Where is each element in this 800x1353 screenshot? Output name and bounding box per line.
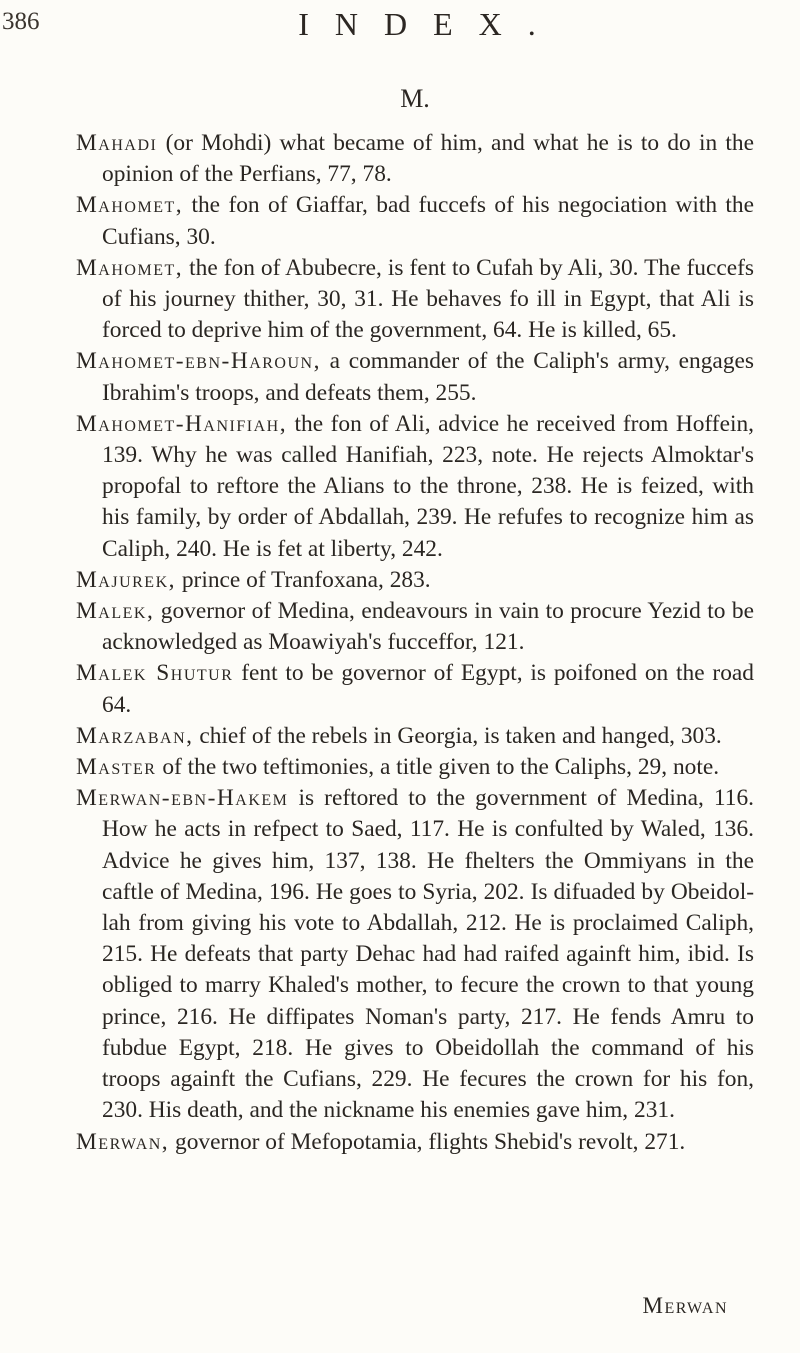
entry-text: governor of Medina, endeavours in vain to procure Yezid to be acknowledged as Moawiyah's fucceffor, 121. — [102, 598, 754, 656]
entry-headword: Merwan-ebn-Hakem — [76, 785, 289, 812]
entry-headword: Mahomet-Hanifiah, — [76, 410, 288, 437]
index-entry — [76, 783, 754, 1126]
catchword: Merwan — [642, 1293, 728, 1318]
entry-text: governor of Mefopotamia, flights Shebid's revolt, 271. — [169, 1128, 686, 1155]
entry-headword: Mahomet-ebn-Haroun, — [76, 348, 321, 375]
index-entry — [76, 1127, 754, 1158]
index-entry — [76, 409, 754, 565]
entry-headword: Majurek, — [76, 566, 176, 593]
index-entry — [76, 346, 754, 408]
page-number: 386 — [2, 8, 40, 35]
entry-text: (or Mohdi) what became of him, and what he is to do in the opinion of the Perfians, 77, 78. — [102, 130, 754, 188]
entry-headword: Malek, — [76, 598, 155, 625]
index-entry — [76, 596, 754, 658]
entry-text: fent to be governor of Egypt, is poifoned on the road 64. — [102, 660, 754, 718]
running-head: INDEX. — [298, 6, 562, 42]
entry-text: is reftored to the government of Medina, 116. How he acts in refpect to Saed, 117. He is confulted by Waled, 136. Advice he gives him, 137, 138. He fhelters the Ommiyans in the caftle of Medina, 196. He goes to Syria, 202. Is difuaded by Obeidollah from giving his vote to Abdallah, 212. He is proclaimed Caliph, 215. He defeats that party Dehac had had raifed againft him, ibid. Is obliged to marry Khaled's mother, to fecure the crown to that young prince, 216. He diffipates Noman's party, 217. He fends Amru to fubdue Egypt, 218. He gives to Obeidollah the command of his troops againft the Cufians, 229. He fecures the crown for his fon, 230. His death, and the nickname his enemies gave him, 231. — [102, 785, 754, 1124]
entry-headword: Marzaban, — [76, 722, 194, 749]
index-entries — [76, 128, 754, 1158]
index-entry — [76, 190, 754, 252]
entry-headword: Malek Shutur — [76, 660, 234, 687]
entry-text: prince of Tranfoxana, 283. — [175, 566, 431, 593]
entry-headword: Mahadi — [76, 130, 158, 156]
index-entry — [76, 565, 754, 596]
index-entry — [76, 658, 754, 720]
entry-text: chief of the rebels in Georgia, is taken and hanged, 303. — [193, 722, 722, 749]
entry-headword: Master — [76, 754, 157, 781]
entry-headword: Mahomet, — [76, 254, 184, 281]
entry-text: a commander of the Caliph's army, engages Ibrahim's troops, and defeats them, 255. — [102, 348, 754, 406]
entry-text: of the two teftimonies, a title given to the Caliphs, 29, note. — [156, 754, 720, 781]
entry-headword: Merwan, — [76, 1128, 170, 1155]
index-entry — [76, 253, 754, 347]
entry-text: the fon of Ali, advice he received from Hoffein, 139. Why he was called Hanifiah, 223, note. He rejects Almoktar's propofal to reftore the Alians to the throne, 238. He is feized, with his family, by order of Abdallah, 239. He refufes to recognize him as Caliph, 240. He is fet at liberty, 242. — [102, 410, 754, 562]
index-entry — [76, 721, 754, 752]
entry-headword: Mahomet, — [76, 192, 184, 219]
entry-text: the fon of Giaffar, bad fuccefs of his negociation with the Cufians, 30. — [102, 192, 754, 250]
entry-text: the fon of Abubecre, is fent to Cufah by Ali, 30. The fuccefs of his journey thither, 30, 31. He behaves fo ill in Egypt, that Ali is forced to deprive him of the government, 64. He is killed, 65. — [102, 254, 754, 344]
section-letter: M. — [400, 84, 430, 113]
index-entry — [76, 752, 754, 783]
index-entry — [76, 128, 754, 190]
